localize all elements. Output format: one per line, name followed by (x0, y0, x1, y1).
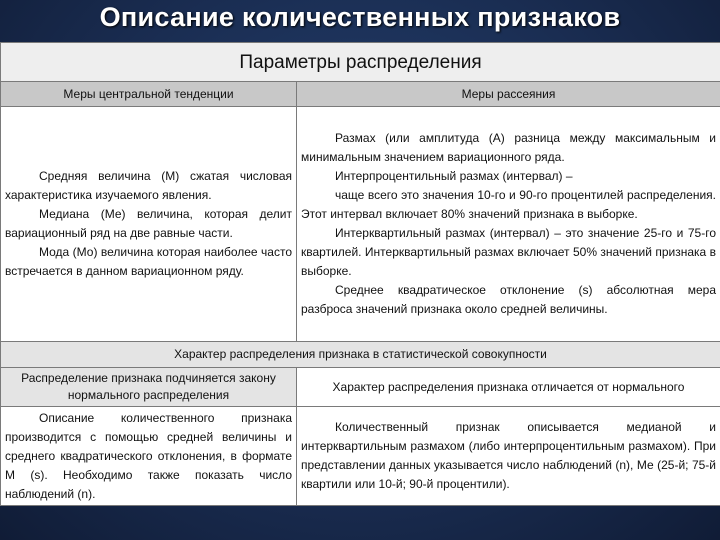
slide-title: Описание количественных признаков (99, 2, 621, 32)
description-row (1, 407, 720, 506)
central-mode: Мода (Мо) величина которая наиболее часто встречается в данном вариационном ряду. (5, 245, 292, 278)
col-header-dispersion: Меры рассеяния (297, 82, 720, 107)
abnormal-description: Количественный признак описывается медианой и интерквартильным размахом (либо интерпроцентильным размахом). При представлении данных указывается число наблюдений (n), Ме (25-й; 75-й квартили или 10-й; 90-й процентили). (301, 420, 716, 491)
normal-description-cell (1, 407, 297, 506)
distribution-type-row (1, 368, 720, 407)
mid-header-row (1, 342, 720, 368)
abnormal-description-cell (297, 407, 720, 506)
distribution-table (0, 42, 720, 506)
normal-description: Описание количественного признака производится с помощью средней величины и среднего квадратического отклонения, в формате М (s). Необходимо также показать число наблюдений (n). (5, 410, 292, 501)
col-header-central: Меры центральной тенденции (1, 82, 297, 107)
column-headers (1, 82, 720, 107)
normal-distribution-label: Распределение признака подчиняется закону нормального распределения (1, 368, 297, 407)
dispersion-range: Размах (или амплитуда (А) разница между максимальным и минимальным значением вариационного ряда. (301, 131, 716, 164)
central-tendency-cell (1, 107, 297, 342)
central-median: Медиана (Ме) величина, которая делит вариационный ряд на две равные части. (5, 207, 292, 240)
dispersion-interquartile: Интерквартильный размах (интервал) – это значение 25-го и 75-го квартилей. Интерквартильный размах включает 50% значений признака в выборке. (301, 226, 716, 278)
abnormal-distribution-label: Характер распределения признака отличается от нормального (297, 368, 720, 407)
measures-row (1, 107, 720, 342)
table-header-row (1, 43, 720, 82)
dispersion-cell (297, 107, 720, 342)
central-mean: Средняя величина (М) сжатая числовая характеристика изучаемого явления. (5, 169, 292, 202)
mid-header: Характер распределения признака в статистической совокупности (1, 342, 720, 368)
dispersion-interpercentile-desc: чаще всего это значения 10-го и 90-го процентилей распределения. Этот интервал включает 80% значений признака в выборке. (301, 188, 716, 221)
dispersion-interpercentile: Интерпроцентильный размах (интервал) – (335, 169, 573, 183)
table-header: Параметры распределения (1, 43, 720, 82)
dispersion-std: Среднее квадратическое отклонение (s) абсолютная мера разброса значений признака около средней величины. (301, 283, 716, 316)
